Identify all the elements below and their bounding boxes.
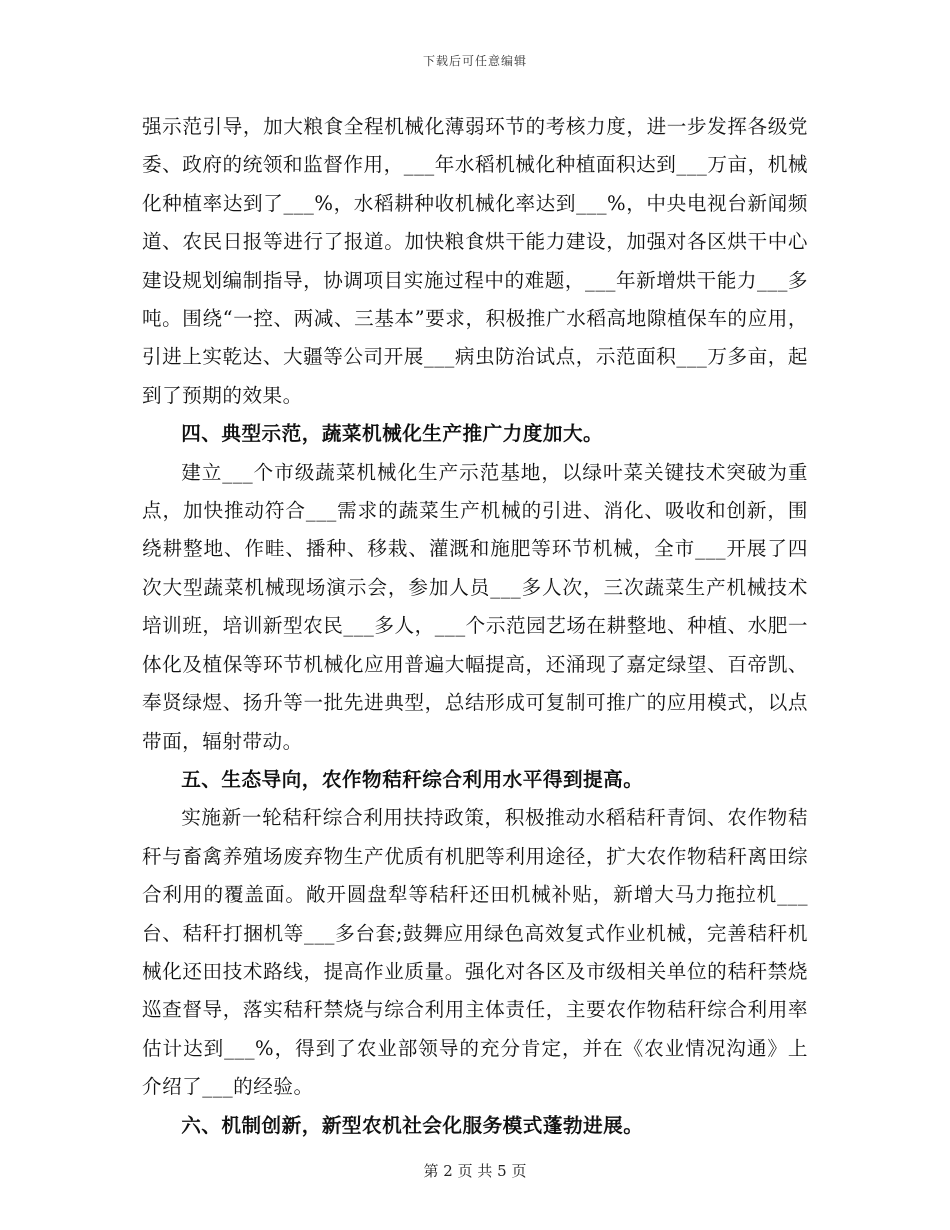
section-heading-straw: 五、生态导向，农作物秸秆综合利用水平得到提高。 (181, 767, 644, 791)
paragraph-grain-mechanization: 强示范引导，加大粮食全程机械化薄弱环节的考核力度，进一步发挥各级党委、政府的统领和监督作用，___年水稻机械化种植面积达到___万亩，机械化种植率达到了___%，水稻耕种收机械化率达到___%，中央电视台新闻频道、农民日报等进行了报道。加快粮食烘干能力建设，加强对各区烘干中心建设规划编制指导，协调项目实施过程中的难题，___年新增烘干能力___多吨。围绕“一控、两减、三基本”要求，积极推广水稻高地隙植保车的应用，引进上实乾达、大疆等公司开展___病虫防治试点，示范面积___万多亩，起到了预期的效果。 (142, 115, 808, 407)
paragraph-vegetable-mechanization: 建立___个市级蔬菜机械化生产示范基地，以绿叶菜关键技术突破为重点，加快推动符合___需求的蔬菜生产机械的引进、消化、吸收和创新，围绕耕整地、作畦、播种、移栽、灌溉和施肥等环节机械，全市___开展了四次大型蔬菜机械现场演示会，参加人员___多人次，三次蔬菜生产机械技术培训班，培训新型农民___多人，___个示范园艺场在耕整地、种植、水肥一体化及植保等环节机械化应用普遍大幅提高，还涌现了嘉定绿望、百帝凯、奉贤绿煜、扬升等一批先进典型，总结形成可复制可推广的应用模式，以点带面，辐射带动。 (142, 460, 808, 753)
document-body (142, 108, 808, 1145)
page-number: 第 2 页 共 5 页 (423, 1162, 527, 1180)
section-heading-vegetables: 四、典型示范，蔬菜机械化生产推广力度加大。 (181, 422, 604, 446)
section-heading-service-model: 六、机制创新，新型农机社会化服务模式蓬勃进展。 (181, 1113, 644, 1137)
page-header: 下载后可任意编辑 (422, 54, 527, 68)
paragraph-straw-utilization: 实施新一轮秸秆综合利用扶持政策，积极推动水稻秸秆青饲、农作物秸秆与畜禽养殖场废弃物生产优质有机肥等利用途径，扩大农作物秸秆离田综合利用的覆盖面。敞开圆盘犁等秸秆还田机械补贴，新增大马力拖拉机___台、秸秆打捆机等___多台套;鼓舞应用绿色高效复式作业机械，完善秸秆机械化还田技术路线，提高作业质量。强化对各区及市级相关单位的秸秆禁烧巡查督导，落实秸秆禁烧与综合利用主体责任，主要农作物秸秆综合利用率估计达到___%，得到了农业部领导的充分肯定，并在《农业情况沟通》上介绍了___的经验。 (142, 806, 808, 1099)
